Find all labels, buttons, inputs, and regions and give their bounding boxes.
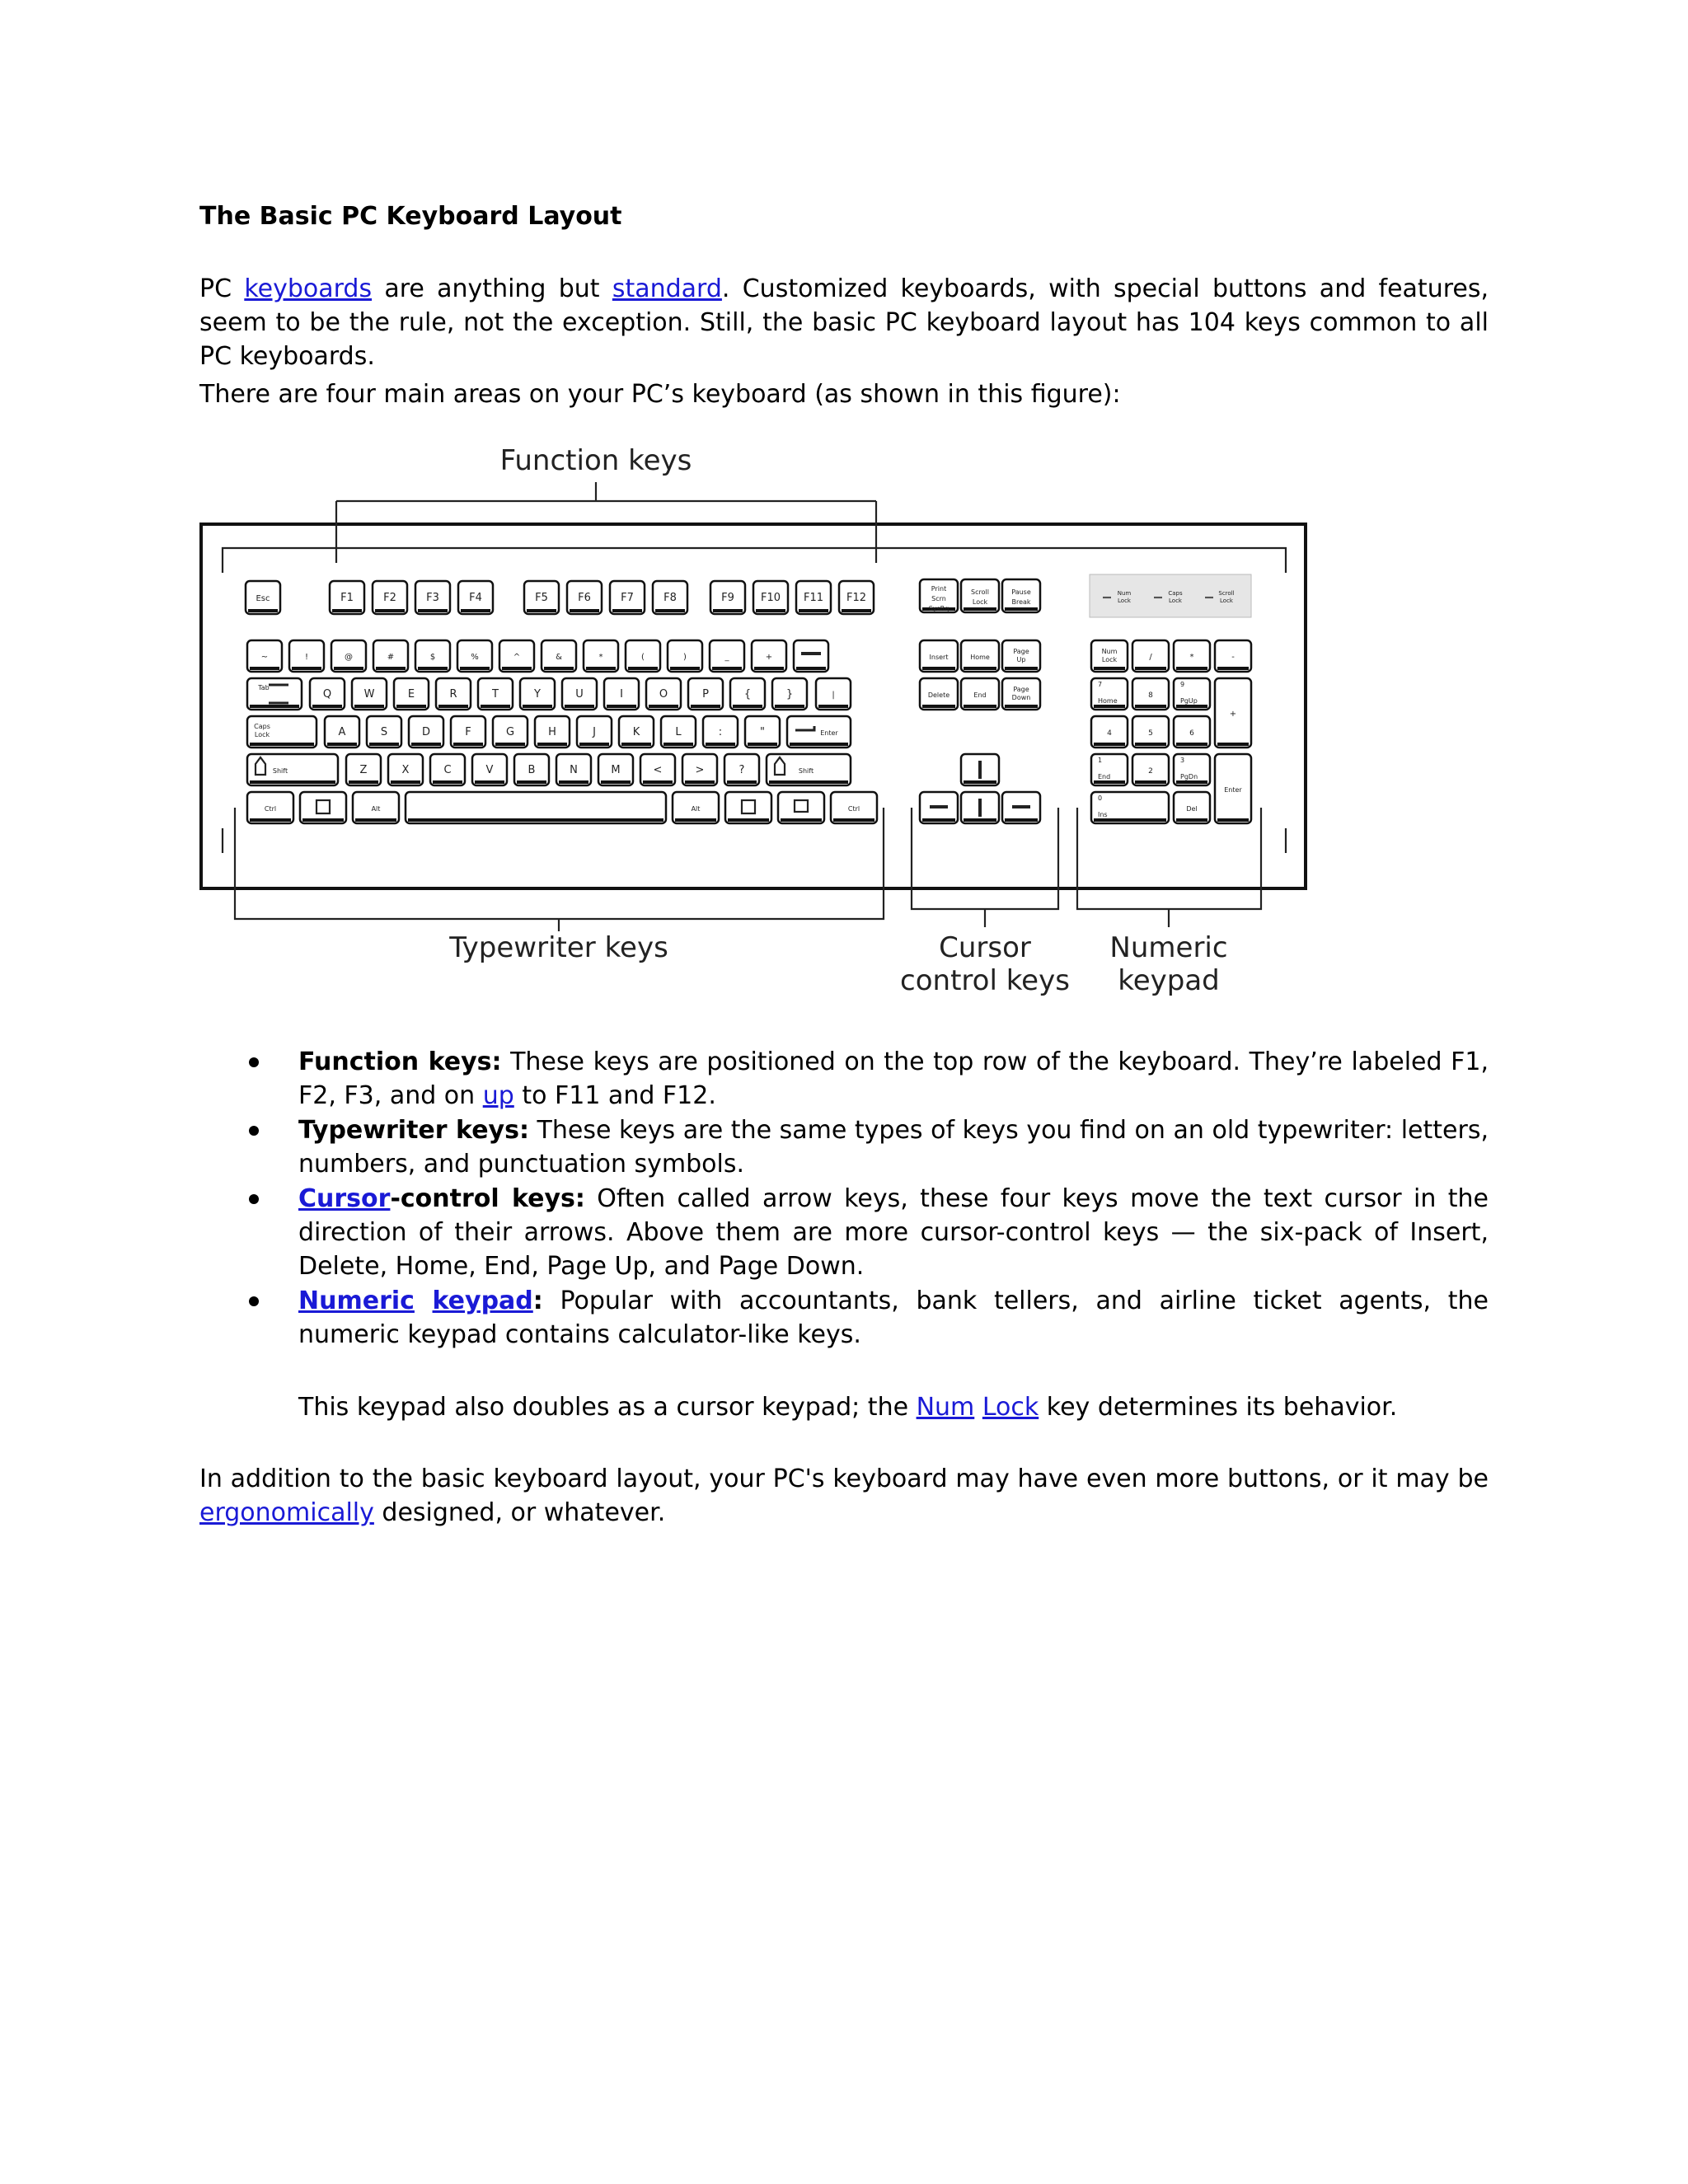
key-letter-label: W <box>363 688 375 701</box>
key-letter-label: : <box>718 726 723 738</box>
indicator-caps-lock: Caps <box>1168 590 1183 597</box>
key-shift-right-label: Shift <box>798 767 814 775</box>
key-letter-label: L <box>675 726 682 738</box>
keypad-note: This keypad also doubles as a cursor keypad; the Num Lock key determines its behavior. <box>298 1393 1398 1422</box>
key-shadow <box>754 667 784 670</box>
label-cursor-keys: control keys <box>900 964 1070 997</box>
key-shadow <box>1135 667 1166 670</box>
key-shadow <box>1176 743 1207 746</box>
key-numpad-del-label: Del <box>1186 805 1198 813</box>
key-shadow <box>349 780 378 784</box>
key-shadow <box>461 609 490 612</box>
key-letter-label: S <box>380 726 388 738</box>
key-shadow <box>1005 667 1038 670</box>
key-shadow <box>1005 818 1038 822</box>
key-scroll-lock-label: Scroll <box>971 588 989 596</box>
key-print-screen-label: Scrn <box>931 595 946 602</box>
key-letter-label: K <box>632 726 640 738</box>
key-number-row-label: + <box>765 653 773 662</box>
indicator-scroll-lock: Scroll <box>1218 590 1235 597</box>
key-page-down-label: Page <box>1013 686 1029 693</box>
key-numpad-2-label: 2 <box>1148 767 1153 776</box>
key-numpad-3-label: 3 <box>1180 757 1185 764</box>
page-title: The Basic PC Keyboard Layout <box>199 202 622 231</box>
key-number-row-label: _ <box>724 653 729 662</box>
key-shadow <box>756 609 785 612</box>
key-shadow <box>475 780 504 784</box>
key-letter-label: ? <box>738 764 745 776</box>
key-shadow <box>1176 667 1207 670</box>
key-esc-label: Esc <box>256 594 270 603</box>
key-numpad-9-label: 9 <box>1180 681 1185 688</box>
key-numpad-7-label: 7 <box>1098 681 1103 688</box>
keyboard-inner-side <box>223 828 1286 853</box>
key-shadow <box>1217 743 1249 746</box>
link-up[interactable]: up <box>482 1081 514 1110</box>
key-shadow <box>250 743 314 746</box>
key-number-row-label: * <box>598 653 603 662</box>
key-shadow <box>453 743 483 746</box>
key-numpad-enter-label: Enter <box>1224 786 1242 794</box>
key-shadow <box>922 705 955 708</box>
key-shadow <box>775 705 804 708</box>
key-numpad-0-label: Ins <box>1098 811 1108 818</box>
key-shadow <box>612 609 642 612</box>
key-shadow <box>733 705 762 708</box>
key-shadow <box>685 780 715 784</box>
key-number-row-label: ( <box>641 653 645 662</box>
key-shadow <box>727 780 757 784</box>
key-numpad-multiply-label: * <box>1189 653 1194 662</box>
key-numpad-0-label: 0 <box>1098 794 1103 802</box>
bracket-cursor-keys <box>912 808 1058 927</box>
key-numpad-1-label: End <box>1098 773 1111 780</box>
key-shadow <box>799 609 828 612</box>
key-numpad-4-label: 4 <box>1107 729 1112 738</box>
key-f5-label: F5 <box>535 592 548 604</box>
key-numpad-6-label: 6 <box>1189 729 1194 738</box>
key-shadow <box>1135 743 1166 746</box>
key-shadow <box>369 743 399 746</box>
key-shadow <box>332 609 362 612</box>
key-enter-label: Enter <box>820 729 838 737</box>
key-shadow <box>250 780 335 784</box>
key-shadow <box>790 743 848 746</box>
key-shadow <box>418 609 448 612</box>
key-shadow <box>691 705 720 708</box>
areas-intro: There are four main areas on your PC’s keyboard (as shown in this figure): <box>199 380 1121 409</box>
keyboard-figure <box>190 441 1327 1010</box>
key-shadow <box>527 609 556 612</box>
key-pause-label: Break <box>1011 598 1031 606</box>
indicator-num-lock: Lock <box>1118 598 1131 604</box>
key-shadow <box>728 818 769 822</box>
key-letter-label: B <box>528 764 536 776</box>
key-letter-label: > <box>695 764 705 776</box>
key-ctrl-right-label: Ctrl <box>847 805 860 813</box>
key-number-row-label: @ <box>345 653 353 662</box>
key-shadow <box>833 818 874 822</box>
key-shadow <box>670 667 700 670</box>
bracket-numeric-keypad <box>1077 808 1261 927</box>
key-letter-label: G <box>505 726 515 738</box>
label-numeric-keypad: Numeric <box>1109 931 1228 964</box>
key-shadow <box>481 705 510 708</box>
key-page-down-label: Down <box>1011 694 1031 701</box>
key-page-up-label: Up <box>1016 656 1026 663</box>
key-numpad-1-label: 1 <box>1098 757 1103 764</box>
key-letter-label: X <box>401 764 410 776</box>
key-shadow <box>706 743 735 746</box>
key-shadow <box>1176 818 1207 822</box>
key-shadow <box>418 667 448 670</box>
key-shadow <box>769 780 848 784</box>
key-shadow <box>250 667 279 670</box>
key-number-row-label: & <box>556 653 562 662</box>
key-shadow <box>842 609 871 612</box>
key-letter-label: H <box>548 726 556 738</box>
intro-paragraph: PC keyboards are anything but standard. Customized keyboards, with special buttons and features, seem to be the rule, not the exception. Still, the basic PC keyboard layout has 104 keys common to all PC keyboards. <box>199 274 1489 371</box>
link-cursor[interactable]: Cursor <box>298 1184 391 1213</box>
key-shadow <box>1005 705 1038 708</box>
key-shadow <box>327 743 357 746</box>
key-shadow <box>1005 607 1038 611</box>
key-shadow <box>565 705 594 708</box>
key-numpad-7-label: Home <box>1098 697 1118 705</box>
key-shadow <box>621 743 651 746</box>
key-shadow <box>375 609 405 612</box>
key-letter-label: Q <box>322 688 332 701</box>
key-letter-label: D <box>421 726 431 738</box>
key-shadow <box>334 667 363 670</box>
key-numpad-5-label: 5 <box>1148 729 1153 738</box>
key-caps-lock-label: Caps <box>254 723 270 730</box>
key-shadow <box>964 780 996 784</box>
key-f11-label: F11 <box>803 592 824 604</box>
bullet-typewriter-keys: Typewriter keys: These keys are the same types of keys you find on an old typewriter: letters, numbers, and punctuation symbols. <box>298 1116 1489 1179</box>
key-f9-label: F9 <box>721 592 734 604</box>
key-shadow <box>559 780 588 784</box>
key-letter-label: N <box>570 764 578 776</box>
key-shadow <box>354 705 384 708</box>
key-shadow <box>1217 667 1249 670</box>
key-shadow <box>964 607 996 611</box>
key-letter-label: } <box>785 688 794 701</box>
key-f10-label: F10 <box>760 592 781 604</box>
bullet-dot <box>249 1057 259 1067</box>
key-number-row-label: ^ <box>513 653 521 662</box>
key-shadow <box>1176 705 1207 708</box>
key-shadow <box>302 818 344 822</box>
key-shadow <box>675 818 716 822</box>
key-shadow <box>1135 705 1166 708</box>
key-letter-label: I <box>620 688 623 701</box>
key-home-label: Home <box>970 654 990 661</box>
key-shadow <box>1176 780 1207 784</box>
key-f4-label: F4 <box>469 592 482 604</box>
key-shadow <box>748 743 777 746</box>
key-shadow <box>292 667 321 670</box>
key-letter-label: F <box>465 726 471 738</box>
key-shadow <box>391 780 420 784</box>
key-numpad-9-label: PgUp <box>1180 697 1198 705</box>
key-caps-lock-label: Lock <box>254 731 270 738</box>
key-scroll-lock-label: Lock <box>972 598 988 606</box>
key-shadow <box>713 609 743 612</box>
bracket-typewriter-keys <box>235 808 884 931</box>
indicator-num-lock: Num <box>1117 590 1132 597</box>
key-shadow <box>781 818 822 822</box>
key-letter-label: Z <box>359 764 368 776</box>
key-shadow <box>601 780 631 784</box>
key-number-row-label: ~ <box>260 653 269 662</box>
key-shadow <box>248 609 278 612</box>
key-shadow <box>460 667 490 670</box>
key-shadow <box>312 705 342 708</box>
bullet-function-keys: Function keys: These keys are positioned on the top row of the keyboard. They’re labeled F1, F2, F3, and on up to F11 and F12. <box>298 1047 1489 1110</box>
key-num-lock-label: Num <box>1101 648 1118 655</box>
key-letter-label: Y <box>534 688 541 701</box>
key-shadow <box>408 818 663 822</box>
key-shadow <box>1217 818 1249 822</box>
link-keyboards[interactable]: keyboards <box>244 274 373 303</box>
key-shadow <box>964 818 996 822</box>
key-letter-label: T <box>492 688 499 701</box>
key-f6-label: F6 <box>578 592 591 604</box>
key-numpad-plus-label: + <box>1229 710 1237 719</box>
key-f3-label: F3 <box>426 592 439 604</box>
key-letter-label: J <box>593 726 596 738</box>
key-shadow <box>1094 780 1125 784</box>
key-numpad-8-label: 8 <box>1148 691 1153 700</box>
key-shadow <box>376 667 406 670</box>
key-print-screen-label: Print <box>931 585 947 593</box>
link-keypad[interactable]: keypad <box>432 1286 533 1315</box>
key-shadow <box>1094 743 1125 746</box>
key-shadow <box>922 667 955 670</box>
bullet-numeric-keypad: Numeric keypad: Popular with accountants, bank tellers, and airline ticket agents, the numeric keypad contains calculator-like keys. <box>298 1286 1489 1349</box>
key-shadow <box>607 705 636 708</box>
label-typewriter-keys: Typewriter keys <box>449 931 668 964</box>
key-letter-label: E <box>407 688 415 701</box>
key-f12-label: F12 <box>846 592 867 604</box>
key-shadow <box>433 780 462 784</box>
key-letter-label: M <box>611 764 621 776</box>
link-standard[interactable]: standard <box>612 274 722 303</box>
key-shadow <box>712 667 742 670</box>
key-letter-label: R <box>449 688 457 701</box>
key-shadow <box>586 667 616 670</box>
key-letter-label: { <box>743 688 752 701</box>
key-numpad-3-label: PgDn <box>1180 773 1198 780</box>
keyboard-inner-top <box>223 548 1286 573</box>
key-pause-label: Pause <box>1011 588 1031 596</box>
key-shadow <box>655 609 685 612</box>
key-shadow <box>570 609 599 612</box>
key-number-row-label: ) <box>683 653 687 662</box>
key-f1-label: F1 <box>340 592 354 604</box>
key-delete-label: Delete <box>927 691 950 699</box>
key-alt-right-label: Alt <box>691 805 701 813</box>
key-backslash-label: | <box>832 691 835 700</box>
key-shadow <box>355 818 396 822</box>
key-shadow <box>1094 667 1125 670</box>
key-shadow <box>818 705 848 708</box>
key-shadow <box>1135 780 1166 784</box>
label-function-keys: Function keys <box>499 444 692 477</box>
key-number-row-label: % <box>471 653 479 662</box>
key-letter-label: P <box>702 688 709 701</box>
key-letter-label: < <box>653 764 663 776</box>
key-ctrl-left-label: Ctrl <box>264 805 277 813</box>
key-shadow <box>544 667 574 670</box>
key-tab-label: Tab <box>258 684 270 691</box>
indicator-caps-lock: Lock <box>1169 598 1182 604</box>
key-letter-label: " <box>760 726 765 738</box>
key-num-lock-label: Lock <box>1101 656 1118 663</box>
key-shadow <box>964 705 996 708</box>
bullet-dot <box>249 1126 259 1136</box>
key-f7-label: F7 <box>621 592 634 604</box>
link-ergonomically[interactable]: ergonomically <box>199 1498 374 1527</box>
key-shadow <box>250 818 291 822</box>
closing-paragraph: In addition to the basic keyboard layout, your PC's keyboard may have even more buttons, or it may be ergonomically designed, or whatever. <box>199 1465 1489 1527</box>
key-end-label: End <box>973 691 987 699</box>
key-shadow <box>964 667 996 670</box>
key-shadow <box>495 743 525 746</box>
key-numpad-divide-label: / <box>1149 653 1152 662</box>
key-shadow <box>643 780 673 784</box>
key-letter-label: C <box>443 764 452 776</box>
key-shadow <box>250 705 299 708</box>
key-shadow <box>517 780 546 784</box>
key-print-screen-label: SysRq <box>928 605 950 612</box>
key-numpad-subtract-label: - <box>1231 653 1235 662</box>
key-shift-left-label: Shift <box>272 767 288 775</box>
key-shadow <box>579 743 609 746</box>
key-f8-label: F8 <box>663 592 677 604</box>
key-number-row-label: ! <box>304 653 309 662</box>
key-shadow <box>922 818 955 822</box>
indicator-scroll-lock: Lock <box>1220 598 1233 604</box>
bullet-dot <box>249 1296 259 1306</box>
key-letter-label: U <box>575 688 584 701</box>
key-shadow <box>438 705 468 708</box>
key-letter-label: O <box>659 688 668 701</box>
key-shadow <box>663 743 693 746</box>
link-numeric[interactable]: Numeric <box>298 1286 415 1315</box>
link-lock[interactable]: Lock <box>982 1393 1039 1422</box>
bullet-cursor-keys: Cursor-control keys: Often called arrow keys, these four keys move the text cursor in the direction of their arrows. Above them are more cursor-control keys — the six-pack of Insert, Delete, Home, End, Page Up, and Page Down. <box>298 1184 1489 1281</box>
key-shadow <box>796 667 826 670</box>
bullet-dot <box>249 1194 259 1204</box>
key-shadow <box>628 667 658 670</box>
label-numeric-keypad: keypad <box>1118 964 1220 997</box>
key-shadow <box>396 705 426 708</box>
key-f2-label: F2 <box>383 592 396 604</box>
key-shadow <box>523 705 552 708</box>
key-number-row-label: $ <box>429 653 436 662</box>
key-letter-label: A <box>338 726 346 738</box>
label-cursor-keys: Cursor <box>939 931 1031 964</box>
key-shadow <box>1094 705 1125 708</box>
key-page-up-label: Page <box>1013 648 1029 655</box>
key-shadow <box>411 743 441 746</box>
key-shadow <box>649 705 678 708</box>
key-shadow <box>502 667 532 670</box>
key-shadow <box>537 743 567 746</box>
link-num[interactable]: Num <box>916 1393 975 1422</box>
key-letter-label: V <box>485 764 494 776</box>
key-shadow <box>1094 818 1166 822</box>
key-number-row-label: # <box>387 653 395 662</box>
key-alt-left-label: Alt <box>371 805 381 813</box>
key-insert-label: Insert <box>929 654 949 661</box>
